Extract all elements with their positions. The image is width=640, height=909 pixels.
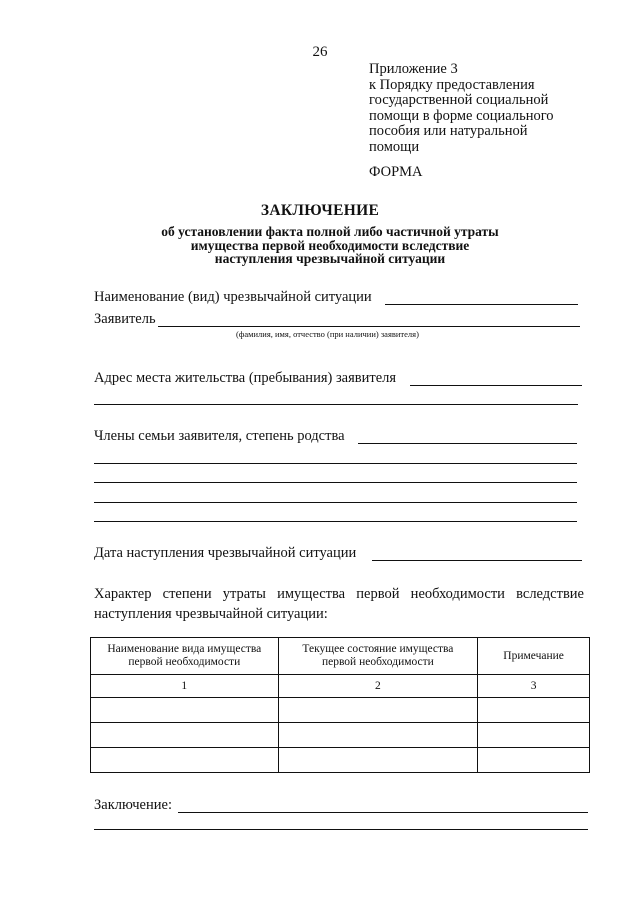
form-label: ФОРМА bbox=[369, 164, 423, 180]
table-cell[interactable] bbox=[478, 748, 590, 773]
subtitle-line: об установлении факта полной либо частичной утраты bbox=[161, 224, 499, 239]
appendix-note bbox=[369, 62, 609, 155]
address-label: Адрес места жительства (пребывания) заявителя bbox=[94, 370, 397, 386]
applicant-line[interactable] bbox=[158, 326, 580, 327]
appendix-line: помощи в форме социального bbox=[369, 107, 554, 124]
column-number: 2 bbox=[278, 675, 478, 698]
address-line-1[interactable] bbox=[410, 385, 582, 386]
conclusion-label: Заключение: bbox=[94, 797, 172, 813]
appendix-line: к Порядку предоставления bbox=[369, 76, 535, 93]
table-cell[interactable] bbox=[278, 748, 478, 773]
table-row bbox=[91, 698, 590, 723]
applicant-hint: (фамилия, имя, отчество (при наличии) заявителя) bbox=[236, 329, 419, 339]
emergency-name-line[interactable] bbox=[385, 304, 578, 305]
table-row bbox=[91, 723, 590, 748]
conclusion-line-1[interactable] bbox=[178, 812, 588, 813]
family-line-5[interactable] bbox=[94, 521, 577, 522]
appendix-line: помощи bbox=[369, 138, 420, 155]
appendix-line: государственной социальной bbox=[369, 92, 549, 108]
applicant-label: Заявитель bbox=[94, 311, 156, 327]
appendix-line: Приложение 3 bbox=[369, 61, 458, 77]
table-cell[interactable] bbox=[278, 698, 478, 723]
address-line-2[interactable] bbox=[94, 404, 578, 405]
table-number-row bbox=[91, 675, 590, 698]
conclusion-line-2[interactable] bbox=[94, 829, 588, 830]
header-current-state: Текущее состояние имущества первой необходимости bbox=[278, 638, 478, 675]
table-cell[interactable] bbox=[91, 748, 279, 773]
table-cell[interactable] bbox=[91, 698, 279, 723]
loss-paragraph: Характер степени утраты имущества первой необходимости вследствие наступления чрезвычайной ситуации: bbox=[94, 586, 584, 622]
table-row bbox=[91, 748, 590, 773]
table-cell[interactable] bbox=[478, 698, 590, 723]
document-title: ЗАКЛЮЧЕНИЕ bbox=[260, 202, 380, 219]
column-number: 3 bbox=[478, 675, 590, 698]
header-note: Примечание bbox=[478, 638, 590, 675]
table-cell[interactable] bbox=[278, 723, 478, 748]
subtitle-line: наступления чрезвычайной ситуации bbox=[214, 251, 446, 266]
date-label: Дата наступления чрезвычайной ситуации bbox=[94, 545, 357, 561]
header-property-type: Наименование вида имущества первой необходимости bbox=[91, 638, 279, 675]
page-number: 26 bbox=[312, 44, 328, 60]
family-line-3[interactable] bbox=[94, 482, 577, 483]
document-subtitle bbox=[120, 225, 540, 266]
table-header-row bbox=[91, 638, 590, 675]
family-line-1[interactable] bbox=[358, 443, 577, 444]
emergency-name-label: Наименование (вид) чрезвычайной ситуации bbox=[94, 289, 372, 305]
family-line-4[interactable] bbox=[94, 502, 577, 503]
loss-table bbox=[90, 637, 590, 773]
date-line[interactable] bbox=[372, 560, 582, 561]
subtitle-line: имущества первой необходимости вследствие bbox=[190, 237, 470, 253]
table-cell[interactable] bbox=[478, 723, 590, 748]
family-label: Члены семьи заявителя, степень родства bbox=[94, 428, 345, 444]
appendix-line: пособия или натуральной bbox=[369, 123, 528, 139]
table-cell[interactable] bbox=[91, 723, 279, 748]
column-number: 1 bbox=[91, 675, 279, 698]
family-line-2[interactable] bbox=[94, 463, 577, 464]
